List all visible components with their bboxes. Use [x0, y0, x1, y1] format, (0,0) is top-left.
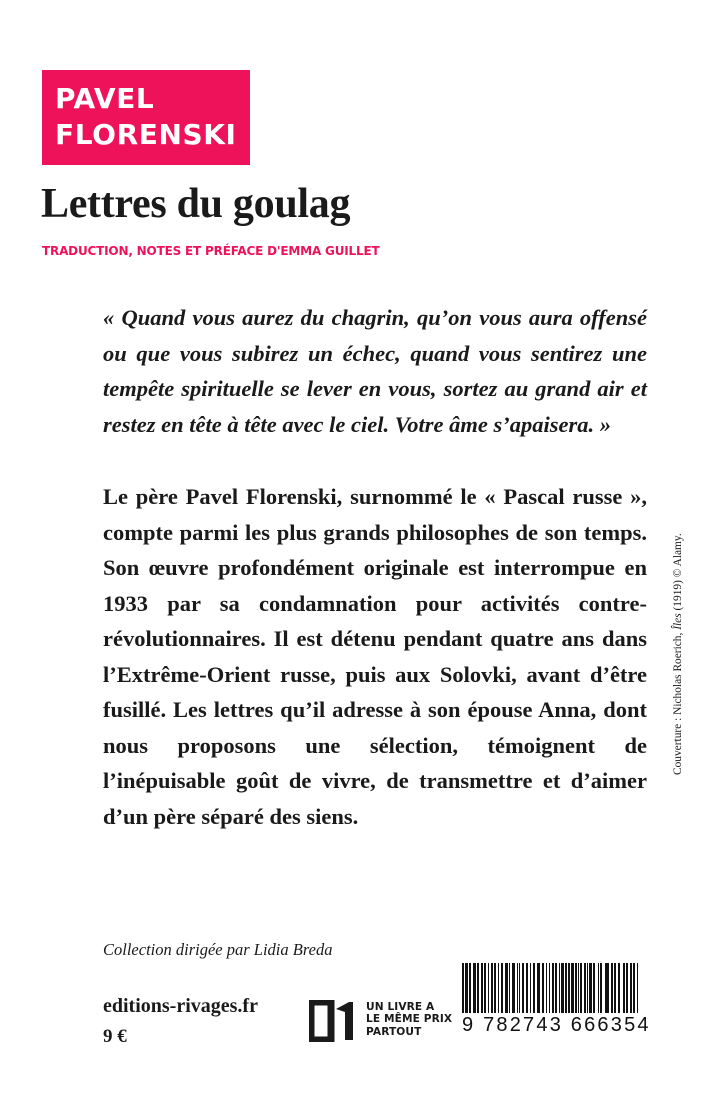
- price-label: 9 €: [103, 1026, 127, 1047]
- cover-credit-prefix: Couverture : Nicholas Roerich,: [672, 629, 684, 775]
- same-price-line-1: UN LIVRE A: [366, 1001, 435, 1013]
- book-title: Lettres du goulag: [41, 181, 351, 227]
- same-price-line-3: PARTOUT: [366, 1025, 422, 1038]
- cover-credit-suffix: (1919) © Alamy.: [672, 533, 684, 614]
- same-price-line-2: LE MÊME PRIX: [366, 1013, 453, 1026]
- blurb-text: Le père Pavel Florenski, surnommé le « Pascal russe », compte parmi les plus grands philosophes de son temps. Son œuvre profondément originale est interrompue en 1933 par sa condamnation pour activités contre-révolutionnaires. Il est détenu pendant quatre ans dans l’Extrême-Orient russe, puis aux Solovki, avant d’être fusillé. Les lettres qu’il adresse à son épouse Anna, dont nous proposons une sélection, témoignent de l’inépuisable goût de vivre, de transmettre et d’aimer d’un père séparé des siens.: [103, 484, 647, 829]
- open-book-icon: [309, 1000, 359, 1047]
- author-banner: [42, 70, 250, 165]
- publisher-website[interactable]: editions-rivages.fr: [103, 995, 258, 1017]
- barcode: [462, 963, 651, 1037]
- author-last-name: FLORENSKI: [55, 118, 237, 151]
- cover-credit: [672, 533, 684, 775]
- text-column: [103, 300, 647, 834]
- same-price-logo: [309, 1000, 452, 1047]
- collection-credit: Collection dirigée par Lidia Breda: [103, 940, 333, 959]
- barcode-bars: [462, 963, 638, 1013]
- pull-quote: « Quand vous aurez du chagrin, qu’on vous aura offensé ou que vous subirez un échec, quand vous sentirez une tempête spirituelle se lever en vous, sortez au grand air et restez en tête à tête avec le ciel. Votre âme s’apaisera. »: [103, 305, 647, 437]
- barcode-digits: 9 782743 666354: [462, 1014, 651, 1036]
- author-first-name: PAVEL: [55, 82, 155, 115]
- same-price-logo-text: [366, 1000, 452, 1038]
- cover-credit-artwork: Îles: [672, 613, 684, 630]
- book-subtitle: TRADUCTION, NOTES ET PRÉFACE D'EMMA GUILLET: [42, 243, 380, 258]
